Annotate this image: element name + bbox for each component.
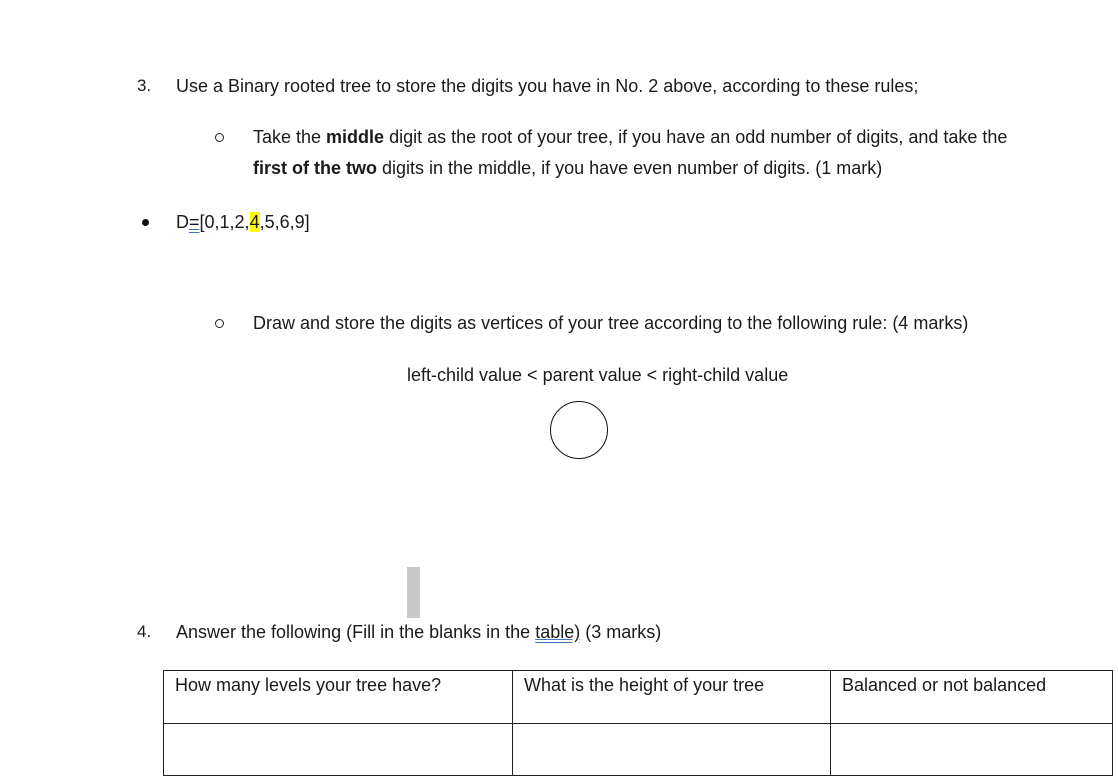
table-header-row bbox=[164, 671, 1113, 724]
ordering-rule: left-child value < parent value < right-child value bbox=[407, 365, 789, 385]
question-4-text-b: (3 marks) bbox=[580, 622, 662, 642]
rule-2-text: Draw and store the digits as vertices of your tree according to the following rule: (4 marks) bbox=[253, 313, 969, 333]
table-answer-row bbox=[164, 724, 1113, 776]
digit-set-answer bbox=[176, 211, 310, 233]
text-cursor-bar bbox=[407, 567, 420, 618]
header-balanced: Balanced or not balanced bbox=[831, 671, 1113, 724]
digit-set-prefix: D bbox=[176, 212, 189, 232]
circle-bullet-icon bbox=[215, 133, 224, 142]
question-3-number: 3. bbox=[137, 76, 152, 95]
rule-1-bold-middle: middle bbox=[326, 127, 385, 147]
rule-1-line-2 bbox=[253, 157, 882, 179]
digit-set-equals: = bbox=[189, 212, 200, 232]
question-3-text: Use a Binary rooted tree to store the digits you have in No. 2 above, according to these rules; bbox=[176, 76, 919, 96]
digit-set-root-highlight: 4 bbox=[249, 212, 260, 232]
bullet-dot-icon bbox=[142, 219, 149, 226]
rule-1-text-c: digits in the middle, if you have even number of digits. (1 mark) bbox=[377, 158, 883, 178]
answer-balanced-cell[interactable] bbox=[831, 724, 1113, 776]
question-4-text-table: table) bbox=[535, 622, 581, 642]
answer-table bbox=[163, 670, 1113, 776]
header-height: What is the height of your tree bbox=[513, 671, 831, 724]
rule-1-bold-first-of-two: first of the two bbox=[253, 158, 377, 178]
tree-node-circle[interactable] bbox=[550, 401, 608, 459]
answer-levels-cell[interactable] bbox=[164, 724, 513, 776]
rule-1-text-a: Take the bbox=[253, 127, 327, 147]
question-4-text bbox=[176, 621, 661, 643]
digit-set-after: ,5,6,9] bbox=[259, 212, 310, 232]
header-levels: How many levels your tree have? bbox=[164, 671, 513, 724]
rule-1-text-b: digit as the root of your tree, if you have an odd number of digits, and take the bbox=[384, 127, 1008, 147]
question-4-number: 4. bbox=[137, 622, 152, 641]
answer-height-cell[interactable] bbox=[513, 724, 831, 776]
rule-1-line-1 bbox=[253, 126, 1007, 148]
digit-set-before: [0,1,2, bbox=[199, 212, 250, 232]
circle-bullet-icon bbox=[215, 319, 224, 328]
question-4-text-a: Answer the following (Fill in the blanks in the bbox=[176, 622, 536, 642]
